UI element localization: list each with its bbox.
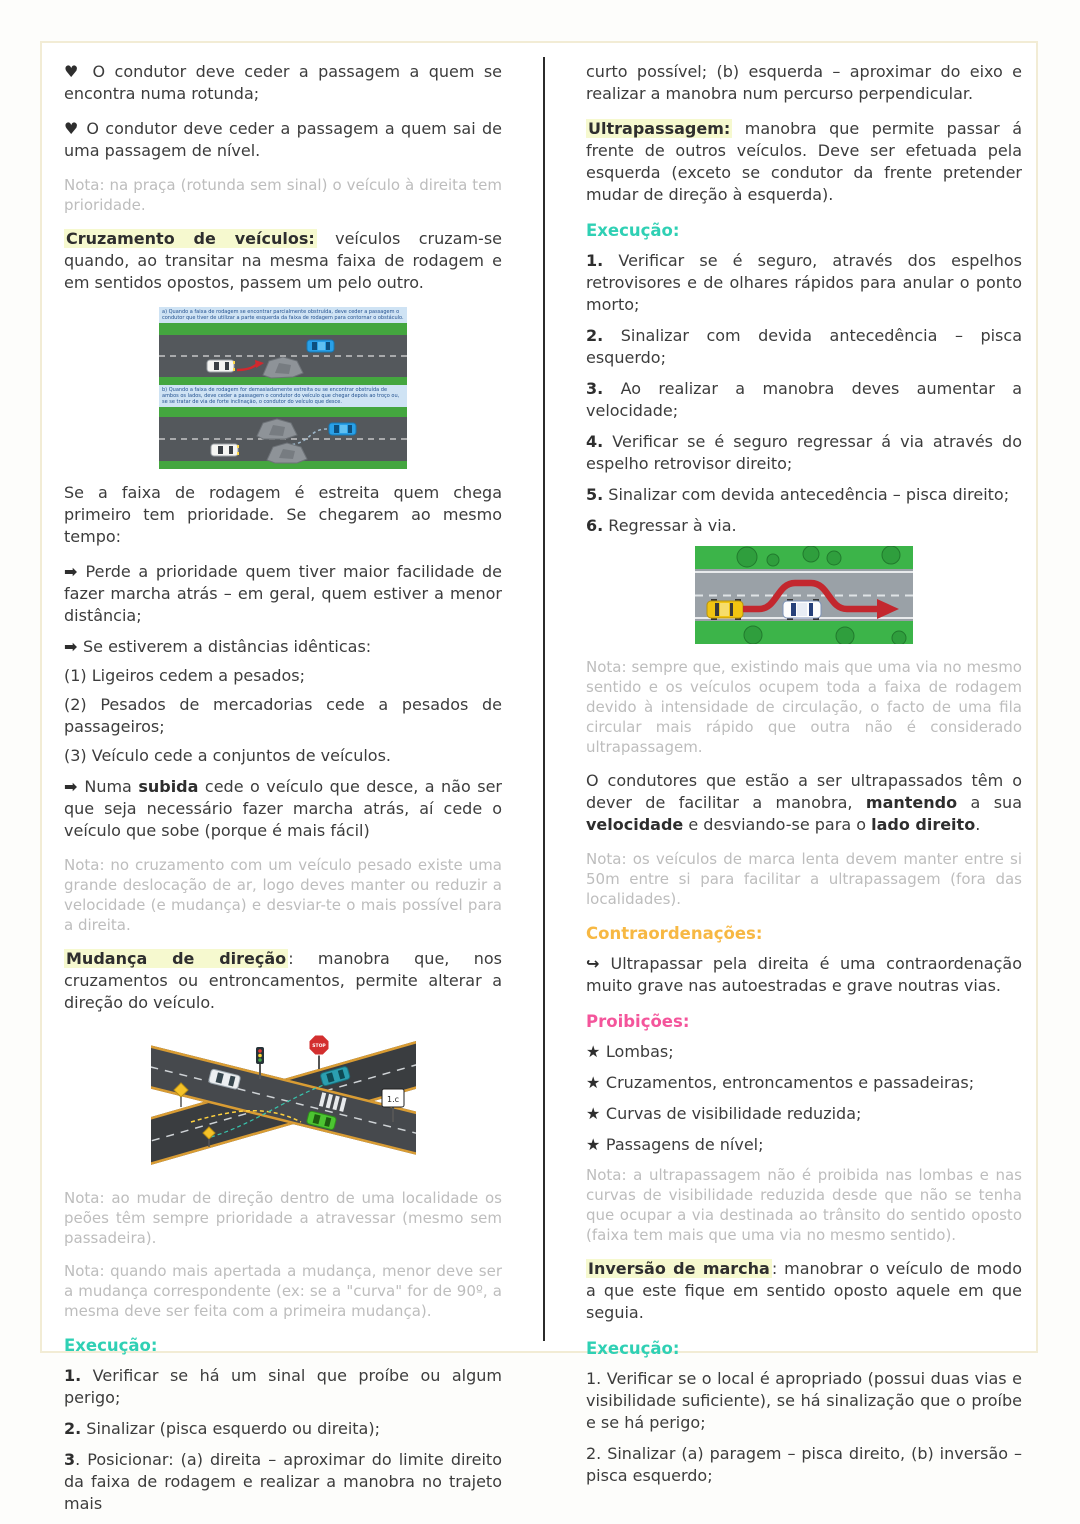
execution-step-5: 5. Sinalizar com devida antecedência – pisca direito;: [586, 485, 1010, 504]
note-pedestrians: Nota: ao mudar de direção dentro de uma localidade os peões têm sempre prioridade a atravessar (mesmo sem passadeira).: [64, 1189, 502, 1247]
priority-bullet-level-crossing: ♥ O condutor deve ceder a passagem a quem sai de uma passagem de nível.: [64, 119, 502, 160]
overtaking-illustration: [695, 546, 913, 644]
arrow-rule-equal-distance: ➡ Se estiverem a distâncias idênticas:: [64, 637, 372, 656]
contraordenacao-item: ↪ Ultrapassar pela direita é uma contraordenação muito grave nas autoestradas e grave noutras vias.: [586, 954, 1022, 995]
white-car-icon: [207, 360, 235, 372]
prohibition-item-1: ★ Lombas;: [586, 1042, 674, 1061]
execution-step-1: 1. Verificar se é seguro, através dos espelhos retrovisores e de olhares rápidos para anular o ponto morto;: [586, 251, 1022, 314]
right-column: [586, 61, 1022, 1496]
rule-item-1: (1) Ligeiros cedem a pesados;: [64, 666, 306, 685]
definition-ultrapassagem: Ultrapassagem: manobra que permite passar á frente de outros veículos. Deve ser efetuada pela esquerda (exceto se condutor da frente pretender mudar de direção à esquerda).: [586, 119, 1022, 204]
note-queue-not-overtaking: Nota: sempre que, existindo mais que uma via no mesmo sentido e os veículos ocupem toda a faixa de rodagem devido à intensidade de circulação, o facto de uma fila circular mais rápido que outra não é considerado ultrapassagem.: [586, 658, 1022, 756]
white-car-icon: [783, 599, 821, 620]
tree-icon: [737, 547, 757, 567]
crossing-scene-a-illustration: [159, 323, 407, 385]
contraordenacoes-heading: Contraordenações:: [586, 924, 763, 943]
note-heavy-vehicle: Nota: no cruzamento com um veículo pesado existe uma grande deslocação de ar, logo deves manter ou reduzir a velocidade (e mudança) e desviar-te o mais possível para a direita.: [64, 856, 502, 934]
prohibition-item-3: ★ Curvas de visibilidade reduzida;: [586, 1104, 862, 1123]
yellow-car-icon: [707, 599, 743, 620]
definition-mudanca-direcao: Mudança de direção : manobra que, nos cruzamentos ou entroncamentos, permite alterar a direção do veículo.: [64, 949, 503, 1012]
arrow-rule-uphill: ➡ Numa subida cede o veículo que desce, a não ser que seja necessário fazer marcha atrás, aí cede o veículo que sobe (porque é mais fácil): [64, 777, 502, 840]
execution-step-1: 1. Verificar se há um sinal que proíbe ou algum perigo;: [64, 1366, 502, 1407]
note-roundabout: Nota: na praça (rotunda sem sinal) o veículo à direita tem prioridade.: [64, 176, 502, 214]
execution-step-2: 2. Sinalizar (a) paragem – pisca direito, (b) inversão – pisca esquerdo;: [586, 1444, 1022, 1485]
arrow-rule-priority-loss: ➡ Perde a prioridade quem tiver maior facilidade de fazer marcha atrás – em geral, quem estiver a menor distância;: [64, 562, 502, 625]
tree-icon: [836, 627, 854, 644]
note-gear-change: Nota: quando mais apertada a mudança, menor deve ser a mudança correspondente (ex: se a "curva" for de 90º, a mesma deve ser feita com a primeira mudança).: [64, 1262, 502, 1320]
priority-bullet-roundabout: ♥ O condutor deve ceder a passagem a quem se encontra numa rotunda;: [64, 62, 502, 103]
execution-step-3-continued: curto possível; (b) esquerda – aproximar do eixo e realizar a manobra num percurso perpendicular.: [586, 62, 1022, 103]
tree-icon: [767, 554, 779, 566]
tree-icon: [744, 626, 762, 644]
prohibition-item-4: ★ Passagens de nível;: [586, 1135, 764, 1154]
svg-text:1.c: 1.c: [386, 1095, 399, 1104]
blue-car-icon: [307, 340, 334, 352]
execution-step-4: 4. Verificar se é seguro regressar á via através do espelho retrovisor direito;: [586, 432, 1022, 473]
execution-heading: Execução:: [586, 221, 680, 240]
execution-step-3: 3. Posicionar: (a) direita – aproximar do limite direito da faixa de rodagem e realizar a manobra no trajeto mais: [64, 1450, 502, 1513]
proibicoes-heading: Proibições:: [586, 1012, 690, 1031]
intersection-illustration: [151, 1027, 416, 1175]
white-car-icon: [211, 444, 239, 456]
execution-step-3: 3. Ao realizar a manobra deves aumentar a velocidade;: [586, 379, 1022, 420]
definition-inversao-marcha: Inversão de marcha : manobrar o veículo de modo a que este fique em sentido oposto aquele em que seguia.: [586, 1259, 1023, 1322]
prohibition-item-2: ★ Cruzamentos, entroncamentos e passadeiras;: [586, 1073, 975, 1092]
tree-icon: [827, 551, 841, 565]
overtaken-drivers-duty: O condutores que estão a ser ultrapassados têm o dever de facilitar a manobra, mantendo a sua velocidade e desviando-se para o lado direito.: [586, 771, 1023, 834]
tree-icon: [803, 546, 819, 562]
narrow-road-rule: Se a faixa de rodagem é estreita quem chega primeiro tem prioridade. Se chegarem ao mesmo tempo:: [64, 483, 502, 546]
execution-step-1: 1. Verificar se o local é apropriado (possui duas vias e visibilidade suficiente), se há sinalização que o proíbe e se há perigo;: [586, 1369, 1022, 1432]
execution-heading: Execução:: [586, 1339, 680, 1358]
crossing-scene-b-illustration: [159, 407, 407, 469]
execution-step-6: 6. Regressar à via.: [586, 516, 737, 535]
execution-heading: Execução:: [64, 1336, 158, 1355]
notes-page-card: [40, 41, 1038, 1513]
left-column: [64, 61, 502, 1524]
rule-item-3: (3) Veículo cede a conjuntos de veículos.: [64, 746, 391, 765]
figure-vehicle-crossing: [159, 307, 407, 469]
column-divider: [543, 57, 545, 1341]
figure-caption-a: a) Quando a faixa de rodagem se encontrar parcialmente obstruída, deve ceder a passagem o condutor que tiver de utilizar a parte esquerda da faixa de rodagem para contornar o obstáculo.: [159, 307, 407, 323]
rule-item-2: (2) Pesados de mercadorias cede a pesados de passageiros;: [64, 695, 502, 736]
tree-icon: [892, 631, 906, 644]
definition-cruzamento-veiculos: Cruzamento de veículos: veículos cruzam-se quando, ao transitar na mesma faixa de rodagem e em sentidos opostos, passem um pelo outro.: [64, 229, 502, 292]
blue-car-icon: [329, 423, 356, 435]
figure-overtaking: [695, 546, 913, 644]
note-slow-vehicles: Nota: os veículos de marca lenta devem manter entre si 50m entre si para facilitar a ultrapassagem (fora das localidades).: [586, 850, 1022, 908]
figure-intersection: [151, 1027, 416, 1175]
svg-text:STOP: STOP: [311, 1044, 326, 1049]
tree-icon: [882, 546, 900, 564]
figure-caption-b: b) Quando a faixa de rodagem for demasiadamente estreita ou se encontrar obstruída de ambos os lados, deve ceder a passagem o condutor do veículo que chegar depois ao troço ou, se se tratar de via de forte inclinação, o condutor do veículo que desce.: [159, 385, 407, 407]
note-overtaking-exceptions: Nota: a ultrapassagem não é proibida nas lombas e nas curvas de visibilidade reduzida desde que não se tenha que ocupar a via destinada ao trânsito do sentido oposto (faixa tem mais que uma via no mesmo sentido).: [586, 1166, 1022, 1244]
execution-step-2: 2. Sinalizar com devida antecedência – pisca esquerdo;: [586, 326, 1022, 367]
execution-step-2: 2. Sinalizar (pisca esquerdo ou direita);: [64, 1419, 380, 1438]
